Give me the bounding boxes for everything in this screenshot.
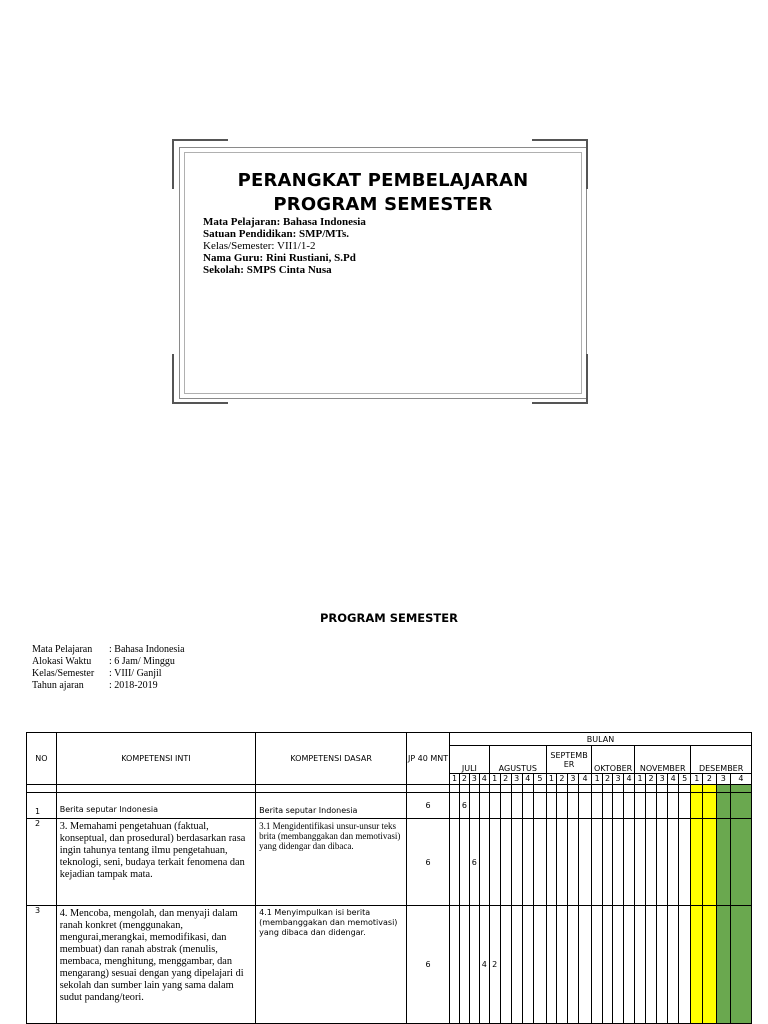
header-no: NO [27,733,57,785]
row-no: 1 [27,793,57,819]
row-kompetensi-dasar: 3.1 Mengidentifikasi unsur-unsur teks brita (membanggakan dan memotivasi) yang didengar dan dibaca. [256,819,407,906]
week-header: 1 [592,774,603,785]
week-header: 4 [668,774,679,785]
meta-value: : VIII/ Ganjil [109,668,162,679]
week-header: 1 [691,774,703,785]
week-header: 3 [613,774,624,785]
program-semester-table [26,732,752,1024]
cover-mata-pelajaran: Mata Pelajaran: Bahasa Indonesia [203,216,366,228]
week-header: 1 [489,774,500,785]
week-value: 6 [469,819,479,906]
week-header: 5 [533,774,546,785]
meta-row [32,680,185,692]
row-no: 3 [27,906,57,1024]
row-kompetensi-dasar: 4.1 Menyimpulkan isi berita (membanggakan dan memotivasi) yang dibaca dan didengar. [256,906,407,1024]
week-header: 2 [646,774,657,785]
cover-title-line1: PERANGKAT PEMBELAJARAN [237,170,529,191]
week-header: 3 [511,774,522,785]
week-header: 3 [567,774,578,785]
meta-row [32,668,185,680]
week-value: 6 [459,793,469,819]
cover-title-line2: PROGRAM SEMESTER [273,194,493,215]
table-row [27,819,752,906]
row-jp: 6 [407,819,450,906]
table-row [27,906,752,1024]
cover-satuan-pendidikan: Satuan Pendidikan: SMP/MTs. [203,228,349,240]
month-oktober: OKTOBER [592,746,635,774]
week-header: 4 [624,774,635,785]
week-header: 2 [703,774,716,785]
week-header: 3 [469,774,479,785]
row-no: 2 [27,819,57,906]
week-header: 3 [716,774,730,785]
week-header: 2 [459,774,469,785]
week-header: 2 [603,774,613,785]
table-row [27,793,752,819]
cover-info [203,216,366,276]
month-september: SEPTEMB ER [546,746,591,774]
row-kompetensi-inti: 4. Mencoba, mengolah, dan menyaji dalam ranah konkret (menggunakan, mengurai,merangkai, memodifikasi, dan membuat) dan ranah abstrak (menulis, membaca, menghitung, menggambar, dan mengarang) sesuai dengan yang dipelajari di sekolah dan sumber lain yang sama dalam sudut pandang/teori. [56,906,255,1024]
week-header: 4 [479,774,489,785]
header-bulan: BULAN [450,733,752,746]
cover-corner-bottom-left [172,354,228,404]
row-kompetensi-inti: Berita seputar Indonesia [56,793,255,819]
cover-kelas-semester: Kelas/Semester: VII1/1-2 [203,240,316,252]
week-header: 1 [450,774,460,785]
month-november: NOVEMBER [635,746,691,774]
week-header: 4 [522,774,533,785]
row-jp: 6 [407,793,450,819]
meta-value: : 2018-2019 [109,680,158,691]
week-header: 3 [657,774,668,785]
week-header: 4 [578,774,591,785]
spacer-row [27,785,752,793]
cover-nama-guru: Nama Guru: Rini Rustiani, S.Pd [203,252,356,264]
week-header: 2 [500,774,511,785]
cover-sekolah: Sekolah: SMPS Cinta Nusa [203,264,332,276]
meta-value: : Bahasa Indonesia [109,644,185,655]
row-kompetensi-inti: 3. Memahami pengetahuan (faktual, konseptual, dan prosedural) berdasarkan rasa ingin tahunya tentang ilmu pengetahuan, teknologi, seni, budaya terkait fenomena dan kejadian tampak mata. [56,819,255,906]
row-kompetensi-dasar: Berita seputar Indonesia [256,793,407,819]
month-juli: JULI [450,746,490,774]
meta-label: Tahun ajaran [32,680,84,691]
cover-corner-bottom-right [532,354,588,404]
meta-label: Kelas/Semester [32,668,95,679]
month-desember: DESEMBER [691,746,752,774]
week-header: 1 [635,774,646,785]
header-jp: JP 40 MNT [407,733,450,785]
meta-label: Alokasi Waktu [32,656,92,667]
header-kompetensi-dasar: KOMPETENSI DASAR [256,733,407,785]
week-header: 1 [546,774,556,785]
meta-row [32,644,185,656]
row-jp: 6 [407,906,450,1024]
meta-value: : 6 Jam/ Minggu [109,656,175,667]
week-header: 5 [679,774,691,785]
week-value: 2 [489,906,500,1024]
week-header: 2 [556,774,567,785]
week-value: 4 [479,906,489,1024]
program-meta [32,644,185,692]
meta-row [32,656,185,668]
meta-label: Mata Pelajaran [32,644,93,655]
header-kompetensi-inti: KOMPETENSI INTI [56,733,255,785]
program-semester-title: PROGRAM SEMESTER [320,611,458,625]
month-agustus: AGUSTUS [489,746,546,774]
week-header: 4 [730,774,751,785]
